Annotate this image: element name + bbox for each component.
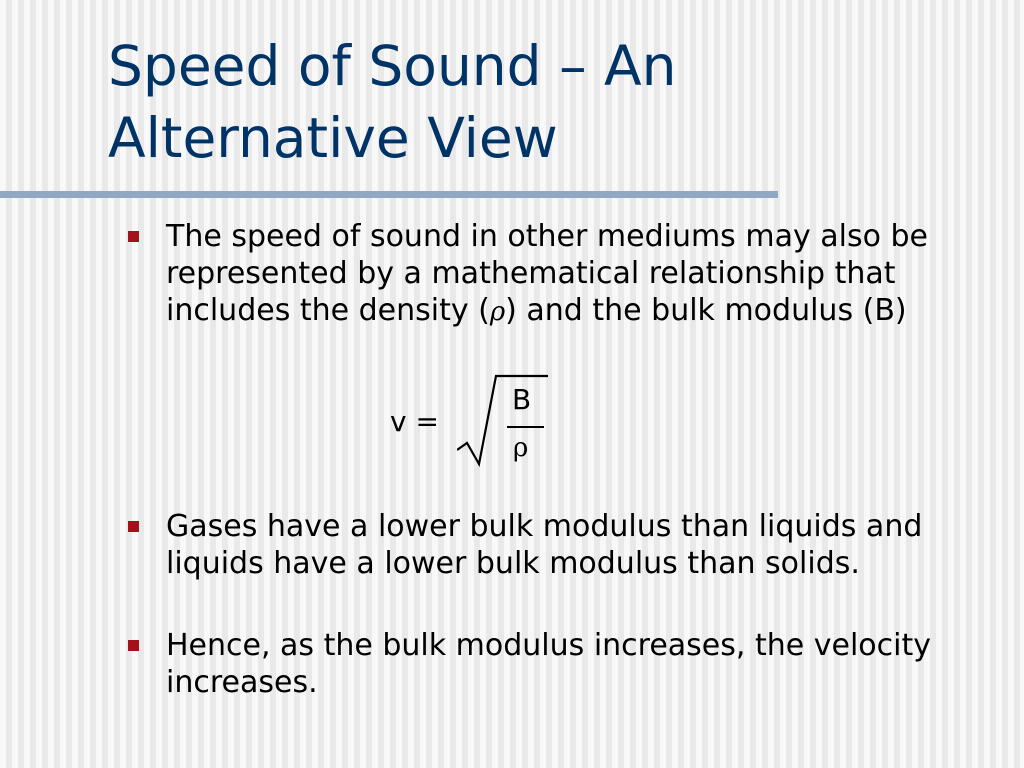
- density-symbol: ρ: [489, 297, 506, 327]
- bullet-item: [126, 218, 986, 331]
- bullet-text-before: The speed of sound in other mediums may also be represented by a mathematical relationship that includes the density (: [166, 219, 928, 328]
- formula-denominator: ρ: [513, 433, 529, 463]
- title-divider: [0, 191, 778, 198]
- formula-lhs: v =: [390, 405, 439, 438]
- bullet-square-icon: [128, 521, 139, 532]
- bullet-square-icon: [128, 640, 139, 651]
- bullet-item: [126, 508, 986, 582]
- square-root-icon: [457, 370, 557, 470]
- bullet-item: [126, 627, 986, 701]
- slide-title: Speed of Sound – An Alternative View: [108, 34, 677, 170]
- bullet-square-icon: [128, 231, 139, 242]
- formula-numerator: B: [512, 383, 532, 416]
- bullet-text-after: ) and the bulk modulus (B): [505, 293, 907, 328]
- bullet-text: Gases have a lower bulk modulus than liquids and liquids have a lower bulk modulus than solids.: [166, 509, 923, 581]
- speed-formula: [385, 370, 565, 470]
- bullet-text: Hence, as the bulk modulus increases, the velocity increases.: [166, 628, 931, 700]
- bullet-text: [166, 218, 986, 331]
